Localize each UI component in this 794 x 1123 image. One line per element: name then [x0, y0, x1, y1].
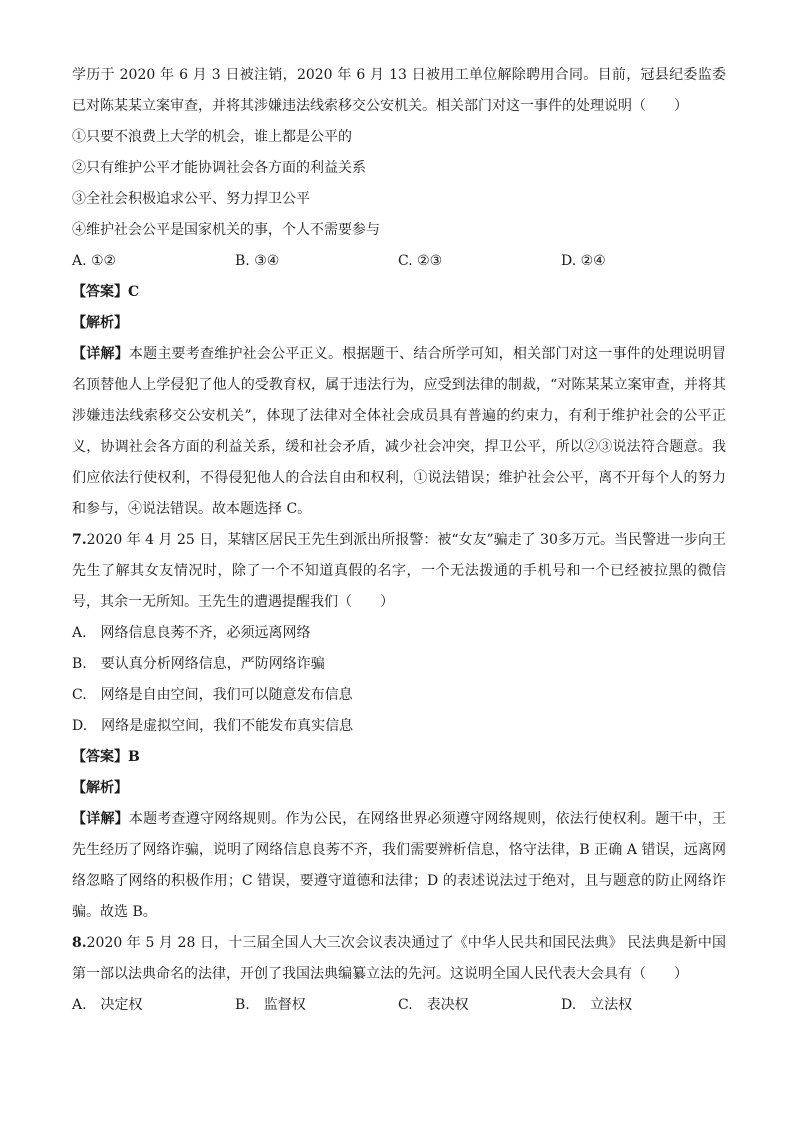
q7-answer-label: 【答案】 — [72, 749, 128, 765]
q6-answer-label: 【答案】 — [72, 284, 128, 300]
q8-options — [72, 990, 726, 1021]
q8-option-a: A. 决定权 — [72, 997, 143, 1013]
q8-option-d: D. 立法权 — [561, 997, 633, 1013]
q8-option-c: C. 表决权 — [398, 997, 469, 1013]
q6-item-1: ①只要不浪费上大学的机会，谁上都是公平的 — [72, 129, 352, 145]
q7-number: 7. — [72, 532, 87, 548]
q6-option-c: C. ②③ — [398, 253, 443, 269]
q6-option-a: A. ①② — [72, 253, 117, 269]
q7-detail-text: 本题考查遵守网络规则。作为公民，在网络世界必须遵守网络规则，依法行使权利。题干中，王先生经历了网络诈骗，说明了网络信息良莠不齐，我们需要辨析信息，恪守法律，B 正确 A 错误，远离网络忽略了网络的积极作用；C 错误，要遵守道德和法律；D 的表述说法过于绝对，且与题意的防止网络诈骗。故选 B。 — [72, 811, 726, 920]
q7-detail — [72, 804, 726, 928]
q6-option-b: B. ③④ — [235, 253, 280, 269]
q7-option-c: C. 网络是自由空间，我们可以随意发布信息 — [72, 687, 353, 703]
q7-option-d: D. 网络是虚拟空间，我们不能发布真实信息 — [72, 718, 354, 734]
q7-analysis-label: 【解析】 — [72, 780, 128, 796]
q8-option-b: B. 监督权 — [235, 997, 306, 1013]
q6-options — [72, 246, 726, 277]
q6-item-3: ③全社会积极追求公平、努力捍卫公平 — [72, 191, 310, 207]
q6-answer-value: C — [128, 284, 140, 300]
q7-stem — [72, 525, 726, 618]
q6-detail-text: 本题主要考查维护社会公平正义。根据题干、结合所学可知，相关部门对这一事件的处理说明冒名顶替他人上学侵犯了他人的受教育权，属于违法行为，应受到法律的制裁，“对陈某某立案审查，并将其涉嫌违法线索移交公安机关”，体现了法律对全体社会成员具有普遍的约束力，有利于维护社会的公平正义，协调社会各方面的利益关系，缓和社会矛盾，减少社会冲突，捍卫公平，所以②③说法符合题意。我们应依法行使权利，不得侵犯他人的合法自由和权利，①说法错误；维护社会公平，离不开每个人的努力和参与，④说法错误。故本题选择 C。 — [72, 346, 726, 517]
q7-stem-text: 2020 年 4 月 25 日，某辖区居民王先生到派出所报警：被“女友”骗走了 30多万元。当民警进一步向王先生了解其女友情况时，除了一个不知道真假的名字，一个无法拨通的手机号和一个已经被拉黑的微信号，其余一无所知。王先生的遭遇提醒我们（ ） — [72, 532, 726, 610]
q7-detail-label: 【详解】 — [72, 811, 129, 827]
q8-stem — [72, 928, 726, 990]
q6-analysis-label: 【解析】 — [72, 315, 128, 331]
document-content — [72, 60, 726, 1021]
q8-stem-text: 2020 年 5 月 28 日，十三届全国人大三次会议表决通过了《中华人民共和国民法典》 民法典是新中国第一部以法典命名的法律，开创了我国法典编纂立法的先河。这说明全国人民代表大会具有（ ） — [72, 935, 726, 982]
q8-number: 8. — [72, 935, 87, 951]
q7-answer-value: B — [128, 749, 140, 765]
q6-item-4: ④维护社会公平是国家机关的事，个人不需要参与 — [72, 222, 380, 238]
q6-detail — [72, 339, 726, 525]
q6-detail-label: 【详解】 — [72, 346, 129, 362]
q7-answer — [72, 742, 726, 773]
q6-option-d: D. ②④ — [561, 253, 606, 269]
q7-option-b: B. 要认真分析网络信息，严防网络诈骗 — [72, 656, 325, 672]
q6-answer — [72, 277, 726, 308]
q7-option-a: A. 网络信息良莠不齐，必须远离网络 — [72, 625, 311, 641]
q6-stem: 学历于 2020 年 6 月 3 日被注销，2020 年 6 月 13 日被用工单位解除聘用合同。目前，冠县纪委监委已对陈某某立案审查，并将其涉嫌违法线索移交公安机关。相关部门对这一事件的处理说明（ ） — [72, 67, 726, 114]
q6-item-2: ②只有维护公平才能协调社会各方面的利益关系 — [72, 160, 366, 176]
